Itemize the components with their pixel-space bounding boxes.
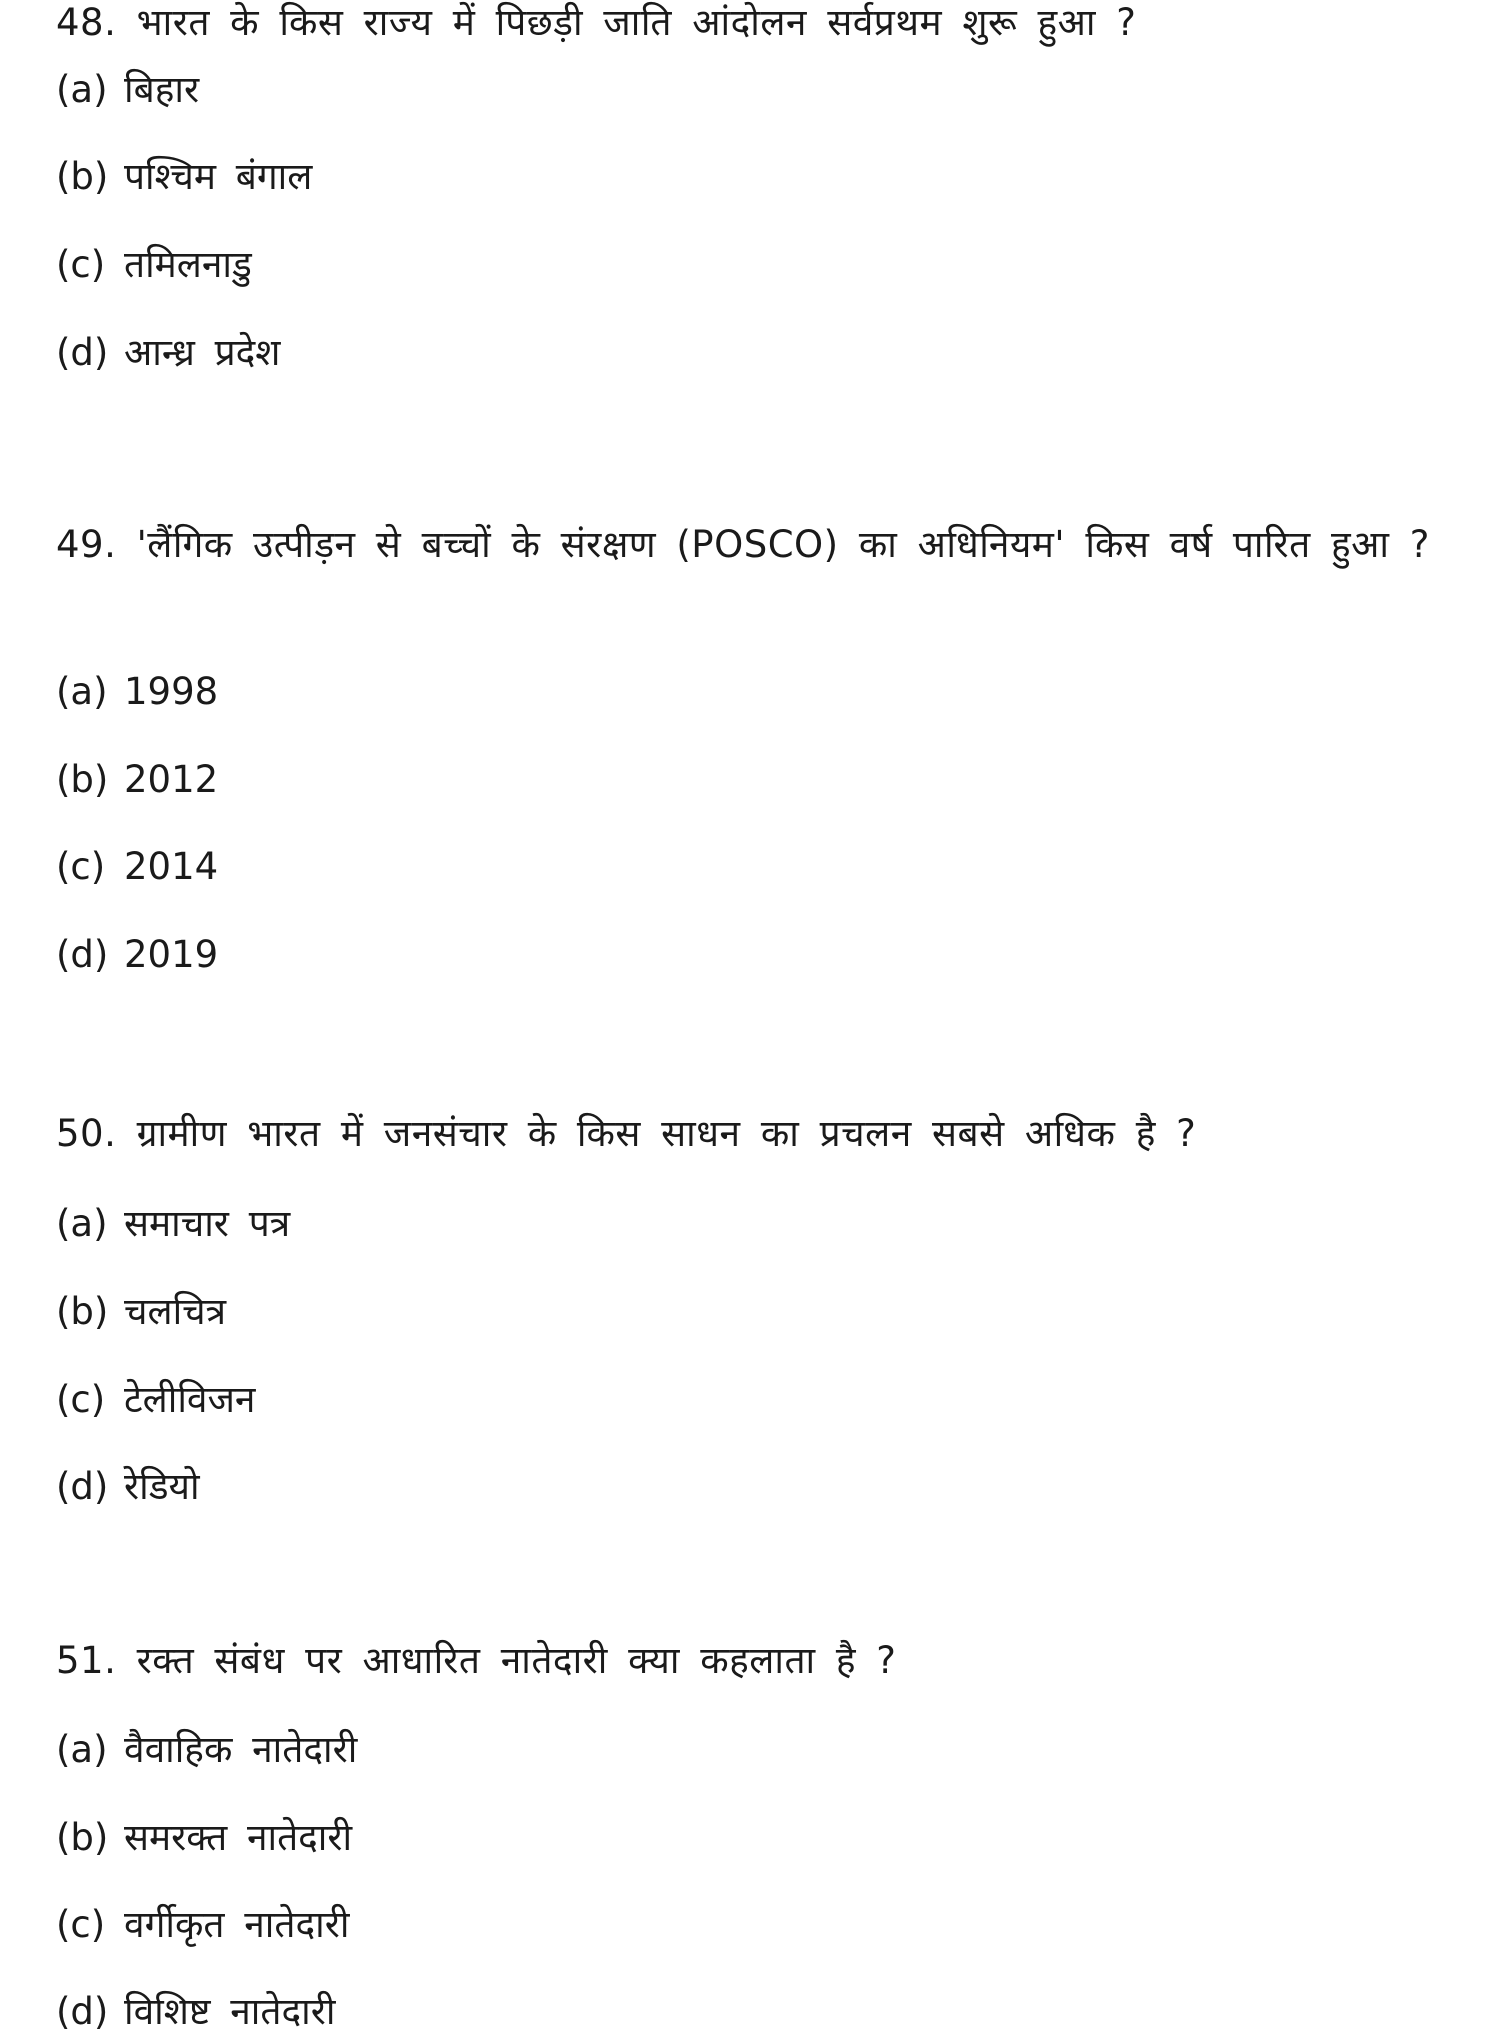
option-text: पश्चिम बंगाल bbox=[124, 155, 313, 198]
option-text: 2019 bbox=[124, 933, 219, 976]
option-c bbox=[56, 845, 218, 889]
option-letter: (a) bbox=[56, 670, 108, 713]
option-c bbox=[56, 243, 252, 287]
option-c bbox=[56, 1903, 349, 1947]
option-c bbox=[56, 1378, 255, 1422]
option-letter: (d) bbox=[56, 1990, 109, 2033]
option-text: तमिलनाडु bbox=[124, 243, 252, 286]
option-letter: (c) bbox=[56, 845, 106, 888]
option-text: वर्गीकृत नातेदारी bbox=[124, 1903, 350, 1946]
question-49 bbox=[56, 512, 1456, 976]
option-text: रेडियो bbox=[124, 1465, 200, 1508]
question-body: ग्रामीण भारत में जनसंचार के किस साधन का प्रचलन सबसे अधिक है ? bbox=[136, 1112, 1197, 1155]
option-text: आन्ध्र प्रदेश bbox=[124, 331, 281, 374]
question-number: 50. bbox=[56, 1112, 117, 1155]
option-a bbox=[56, 68, 199, 112]
option-d bbox=[56, 1990, 335, 2034]
option-text: समाचार पत्र bbox=[124, 1202, 291, 1245]
question-48 bbox=[56, 0, 1456, 374]
option-d bbox=[56, 1465, 200, 1509]
option-letter: (d) bbox=[56, 933, 109, 976]
question-number: 49. bbox=[56, 523, 117, 566]
option-a bbox=[56, 1728, 357, 1772]
option-a bbox=[56, 670, 218, 714]
question-text bbox=[56, 0, 1456, 56]
option-letter: (c) bbox=[56, 1378, 106, 1421]
option-letter: (c) bbox=[56, 1903, 106, 1946]
option-letter: (d) bbox=[56, 331, 109, 374]
question-body: 'लैंगिक उत्पीड़न से बच्चों के संरक्षण (POSCO) का अधिनियम' किस वर्ष पारित हुआ ? bbox=[136, 523, 1430, 566]
option-text: 1998 bbox=[124, 670, 219, 713]
option-letter: (b) bbox=[56, 1290, 109, 1333]
option-d bbox=[56, 933, 218, 977]
option-text: 2012 bbox=[124, 758, 219, 801]
option-letter: (b) bbox=[56, 758, 109, 801]
option-letter: (a) bbox=[56, 68, 108, 111]
option-letter: (a) bbox=[56, 1728, 108, 1771]
option-a bbox=[56, 1202, 290, 1246]
option-b bbox=[56, 155, 312, 199]
option-text: टेलीविजन bbox=[124, 1378, 256, 1421]
question-number: 48. bbox=[56, 1, 117, 44]
option-text: बिहार bbox=[124, 68, 200, 111]
option-letter: (a) bbox=[56, 1202, 108, 1245]
question-51 bbox=[56, 1628, 1456, 2033]
question-50 bbox=[56, 1101, 1456, 1508]
option-text: चलचित्र bbox=[124, 1290, 227, 1333]
option-text: वैवाहिक नातेदारी bbox=[124, 1728, 358, 1771]
option-letter: (b) bbox=[56, 1816, 109, 1859]
option-text: समरक्त नातेदारी bbox=[124, 1816, 353, 1859]
question-body: रक्त संबंध पर आधारित नातेदारी क्या कहलाता है ? bbox=[136, 1639, 897, 1682]
question-text bbox=[56, 512, 1456, 578]
question-text bbox=[56, 1101, 1456, 1167]
option-letter: (d) bbox=[56, 1465, 109, 1508]
option-letter: (b) bbox=[56, 155, 109, 198]
question-number: 51. bbox=[56, 1639, 117, 1682]
option-d bbox=[56, 331, 280, 375]
option-text: 2014 bbox=[124, 845, 219, 888]
question-text bbox=[56, 1628, 1456, 1694]
option-b bbox=[56, 758, 218, 802]
option-letter: (c) bbox=[56, 243, 106, 286]
option-b bbox=[56, 1290, 226, 1334]
option-b bbox=[56, 1816, 352, 1860]
option-text: विशिष्ट नातेदारी bbox=[124, 1990, 336, 2033]
question-body: भारत के किस राज्य में पिछड़ी जाति आंदोलन सर्वप्रथम शुरू हुआ ? bbox=[136, 1, 1137, 44]
